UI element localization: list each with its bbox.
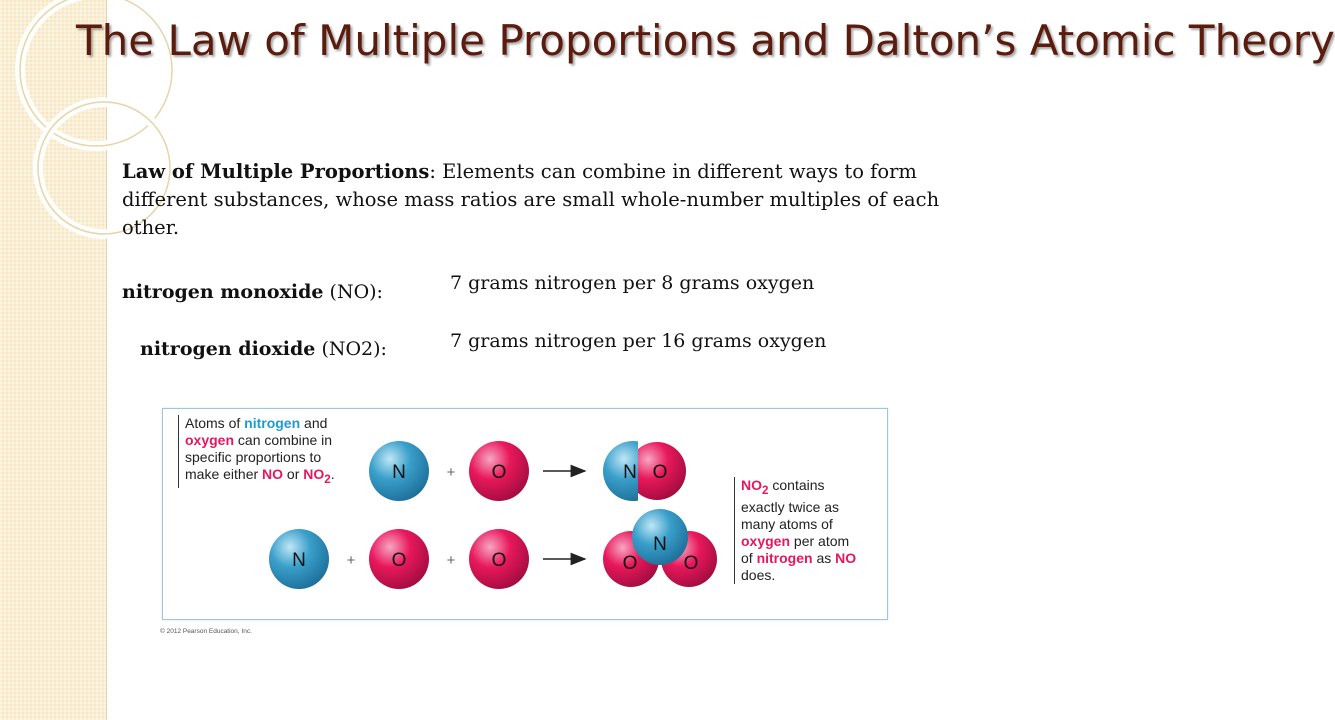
slide-title: The Law of Multiple Proportions and Dalton’s Atomic Theory — [76, 16, 1335, 65]
svg-text:N: N — [392, 462, 406, 483]
molecule-figure — [162, 408, 888, 620]
nitrogen-atom-row1 — [369, 441, 429, 501]
compound-ratio-no: 7 grams nitrogen per 8 grams oxygen — [450, 272, 815, 294]
svg-text:O: O — [622, 553, 638, 574]
no2-note: $NO_2$ contains exactly twice as many atoms of oxygen per atom of nitrogen as NO does. — [734, 477, 856, 584]
svg-text:N: N — [653, 534, 667, 555]
svg-text:O: O — [652, 462, 668, 483]
oxygen-atom-row1 — [469, 441, 529, 501]
svg-text:N: N — [292, 550, 306, 571]
compound-label-no: nitrogen monoxide (NO): — [122, 281, 383, 303]
law-term: Law of Multiple Proportions — [122, 160, 430, 183]
plus-sign-row2b: + — [446, 552, 456, 569]
compound-label-no2: nitrogen dioxide (NO2): — [140, 338, 387, 360]
svg-text:O: O — [491, 550, 507, 571]
svg-text:O: O — [391, 550, 407, 571]
copyright-notice: © 2012 Pearson Education, Inc. — [160, 628, 252, 635]
law-definition — [122, 158, 952, 242]
compound-ratio-no2: 7 grams nitrogen per 16 grams oxygen — [450, 330, 827, 352]
no2-molecule — [603, 509, 717, 587]
svg-text:N: N — [623, 462, 637, 483]
oxygen-atom-row2b — [469, 529, 529, 589]
svg-text:O: O — [683, 553, 699, 574]
figure-caption: Atoms of nitrogen and oxygen can combine in specific proportions to make either NO or $NO_2$. — [178, 415, 335, 488]
plus-sign-row1: + — [446, 464, 456, 481]
no-molecule — [603, 441, 686, 501]
oxygen-atom-row2a — [369, 529, 429, 589]
svg-text:O: O — [491, 462, 507, 483]
nitrogen-atom-row2 — [269, 529, 329, 589]
plus-sign-row2a: + — [346, 552, 356, 569]
law-text: : Elements can combine in different ways to form different substances, whose mass ratios are small whole-number multiples of each other. — [122, 160, 940, 239]
